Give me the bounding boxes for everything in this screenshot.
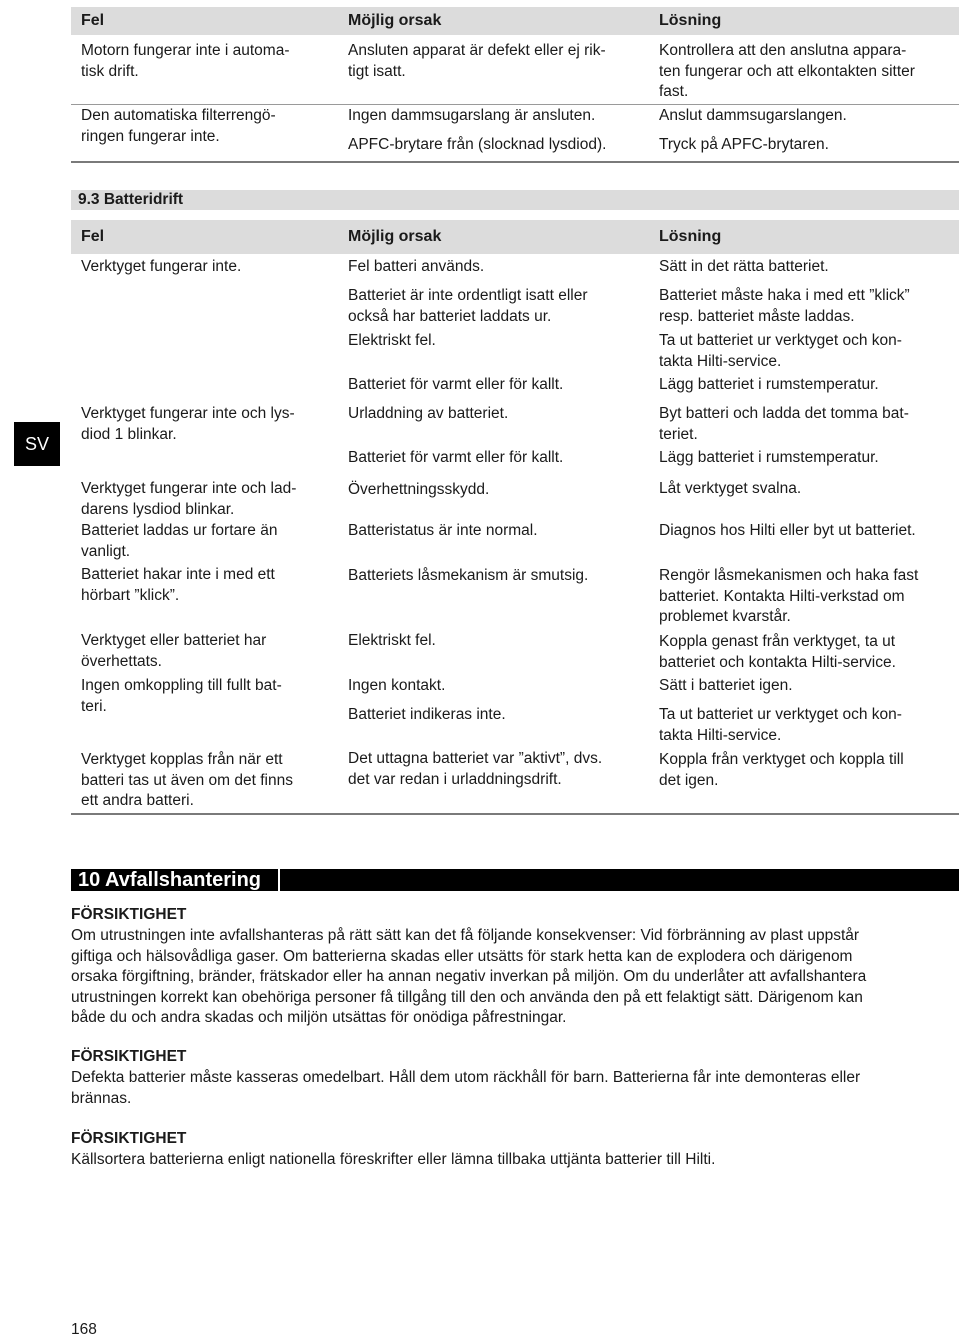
losning-13: [659, 750, 951, 791]
text-line: Batteriets låsmekanism är smutsig.: [348, 567, 589, 584]
text-line: giftiga och hälsovådliga gaser. Om batterierna skadas eller utsätts för stark hetta kan de explodera och därigenom: [71, 947, 853, 965]
losning-7: [659, 479, 951, 500]
table1-row1-orsak: [348, 41, 648, 82]
text-line: fast.: [659, 83, 689, 100]
text-line: darens lysdiod blinkar.: [81, 500, 235, 518]
text-line: ett andra batteri.: [81, 792, 194, 809]
caution-text-1: [71, 926, 960, 1029]
text-line: Kontrollera att den anslutna appara-: [659, 42, 907, 59]
caution-label-3: FÖRSIKTIGHET: [71, 1130, 187, 1147]
text-line: Ta ut batteriet ur verktyget och kon-: [659, 332, 902, 349]
fel-2: [81, 404, 331, 445]
losning-5: [659, 404, 951, 445]
text-line: tisk drift.: [81, 62, 139, 80]
text-line: ringen fungerar inte.: [81, 127, 220, 145]
text-line: Ta ut batteriet ur verktyget och kon-: [659, 706, 902, 723]
text-line: orsaka förgiftning, bränder, frätskador eller ha annan negativ inverkan på miljön. Om du underlåter att avfallshantera: [71, 968, 867, 985]
orsak-5: [348, 404, 648, 425]
text-line: Sätt i batteriet igen.: [659, 677, 793, 694]
text-line: utrustningen korrekt kan obehöriga personer få tillgång till den och använda den på ett felaktigt sätt. Därigenom kan: [71, 988, 863, 1006]
table1-header-losning: Lösning: [659, 12, 722, 29]
text-line: Elektriskt fel.: [348, 632, 436, 649]
table1-header-orsak: Möjlig orsak: [348, 12, 442, 29]
orsak-4: [348, 375, 648, 396]
text-line: Lägg batteriet i rumstemperatur.: [659, 449, 879, 466]
text-line: takta Hilti-service.: [659, 726, 782, 744]
text-line: Verktyget kopplas från när ett: [81, 751, 283, 768]
text-line: både du och andra skadas och miljön utsättas för onödiga påfrestningar.: [71, 1009, 567, 1026]
text-line: Verktyget fungerar inte och lys-: [81, 405, 295, 422]
text-line: problemet kvarstår.: [659, 608, 791, 625]
caution-label-1: FÖRSIKTIGHET: [71, 906, 187, 923]
text-line: Verktyget eller batteriet har: [81, 632, 267, 649]
text-line: resp. batteriet måste laddas.: [659, 307, 855, 325]
fel-4: [81, 521, 331, 562]
text-line: det var redan i urladdningsdrift.: [348, 770, 562, 788]
section-10-title: 10 Avfallshantering: [78, 869, 262, 891]
text-line: batteriet. Kontakta Hilti-verkstad om: [659, 587, 905, 605]
text-line: Källsortera batterierna enligt nationella föreskrifter eller lämna tillbaka uttjänta batterier till Hilti.: [71, 1151, 716, 1168]
text-line: Låt verktyget svalna.: [659, 480, 802, 497]
table1-row1-losning: [659, 41, 951, 103]
text-line: Det uttagna batteriet var ”aktivt”, dvs.: [348, 750, 603, 767]
text-line: Överhettningsskydd.: [348, 481, 490, 498]
text-line: diod 1 blinkar.: [81, 425, 177, 443]
losning-12: [659, 705, 951, 746]
text-line: Batteriet för varmt eller för kallt.: [348, 449, 564, 466]
losning-3: [659, 331, 951, 372]
text-line: Koppla från verktyget och koppla till: [659, 751, 904, 768]
fel-7: [81, 676, 331, 717]
text-line: Koppla genast från verktyget, ta ut: [659, 633, 896, 650]
text-line: Ingen omkoppling till fullt bat-: [81, 677, 282, 694]
text-line: Lägg batteriet i rumstemperatur.: [659, 376, 879, 393]
table1-row1-fel: [81, 41, 331, 82]
losning-10: [659, 632, 951, 673]
fel-1: [81, 257, 331, 278]
text-line: Batteriet för varmt eller för kallt.: [348, 376, 564, 393]
table1-row2-orsak-b: APFC-brytare från (slocknad lysdiod).: [348, 136, 607, 153]
fel-8: [81, 750, 331, 812]
text-line: teriet.: [659, 425, 698, 443]
caution-text-2: [71, 1068, 960, 1109]
section-9-3-title: 9.3 Batteridrift: [78, 191, 184, 208]
table2-header-orsak: Möjlig orsak: [348, 228, 442, 245]
text-line: Batteristatus är inte normal.: [348, 522, 538, 539]
text-line: takta Hilti-service.: [659, 352, 782, 370]
table1-row2-losning-a: Anslut dammsugarslangen.: [659, 107, 847, 124]
orsak-6: [348, 448, 648, 469]
text-line: Byt batteri och ladda det tomma bat-: [659, 405, 909, 422]
row-divider: [71, 104, 959, 105]
text-line: Den automatiska filterrengö-: [81, 107, 276, 124]
table1-row2-losning-b: Tryck på APFC-brytaren.: [659, 136, 829, 153]
orsak-3: [348, 331, 648, 352]
fel-5: [81, 565, 331, 606]
text-line: Verktyget fungerar inte och lad-: [81, 480, 297, 497]
losning-9: [659, 566, 951, 628]
orsak-13: [348, 749, 648, 790]
orsak-2: [348, 286, 648, 327]
table2-header-fel: Fel: [81, 228, 105, 245]
text-line: batteriet och kontakta Hilti-service.: [659, 653, 896, 671]
text-line: Rengör låsmekanismen och haka fast: [659, 567, 919, 584]
text-line: vanligt.: [81, 542, 131, 560]
text-line: Ingen kontakt.: [348, 677, 446, 694]
text-line: Batteriet laddas ur fortare än: [81, 522, 278, 539]
orsak-1: [348, 257, 648, 278]
table1-row2-orsak-a: Ingen dammsugarslang är ansluten.: [348, 107, 596, 124]
text-line: ten fungerar och att elkontakten sitter: [659, 62, 915, 80]
table1-header-fel: Fel: [81, 12, 105, 29]
text-line: Sätt in det rätta batteriet.: [659, 258, 829, 275]
text-line: Elektriskt fel.: [348, 332, 436, 349]
section-10-bar-gap: [278, 869, 280, 891]
text-line: teri.: [81, 697, 107, 715]
text-line: Fel batteri används.: [348, 258, 485, 275]
text-line: Batteriet hakar inte i med ett: [81, 566, 275, 583]
caution-label-2: FÖRSIKTIGHET: [71, 1048, 187, 1065]
text-line: hörbart ”klick”.: [81, 586, 180, 604]
orsak-9: [348, 566, 648, 587]
orsak-11: [348, 676, 648, 697]
orsak-7: [348, 480, 648, 501]
text-line: Diagnos hos Hilti eller byt ut batteriet.: [659, 522, 916, 539]
language-tab: SV: [14, 422, 60, 466]
orsak-12: [348, 705, 648, 726]
orsak-10: [348, 631, 648, 652]
text-line: Batteriet indikeras inte.: [348, 706, 506, 723]
losning-2: [659, 286, 951, 327]
caution-text-3: [71, 1150, 960, 1171]
losning-1: [659, 257, 951, 278]
text-line: brännas.: [71, 1089, 132, 1107]
text-line: Urladdning av batteriet.: [348, 405, 509, 422]
text-line: Verktyget fungerar inte.: [81, 258, 242, 275]
page-number: 168: [71, 1321, 97, 1338]
section-9-3-band: [71, 190, 959, 210]
table2-bottom-rule: [71, 813, 959, 815]
text-line: Batteriet är inte ordentligt isatt eller: [348, 287, 588, 304]
text-line: Batteriet måste haka i med ett ”klick”: [659, 287, 910, 304]
text-line: Ansluten apparat är defekt eller ej rik-: [348, 42, 606, 59]
losning-8: [659, 521, 951, 542]
table2-header-losning: Lösning: [659, 228, 722, 245]
text-line: överhettats.: [81, 652, 162, 670]
table1-bottom-rule: [71, 161, 959, 163]
table1-row2-fel: [81, 106, 331, 147]
text-line: Defekta batterier måste kasseras omedelbart. Håll dem utom räckhåll för barn. Batterierna får inte demonteras eller: [71, 1069, 861, 1086]
losning-4: [659, 375, 951, 396]
text-line: tigt isatt.: [348, 62, 406, 80]
text-line: Om utrustningen inte avfallshanteras på rätt sätt kan det få följande konsekvenser: Vid förbränning av plast uppstår: [71, 927, 860, 944]
losning-11: [659, 676, 951, 697]
fel-3: [81, 479, 331, 520]
fel-6: [81, 631, 331, 672]
losning-6: [659, 448, 951, 469]
text-line: batteri tas ut även om det finns: [81, 771, 293, 789]
text-line: det igen.: [659, 771, 719, 789]
orsak-8: [348, 521, 648, 542]
text-line: också har batteriet laddats ur.: [348, 307, 552, 325]
text-line: Motorn fungerar inte i automa-: [81, 42, 290, 59]
